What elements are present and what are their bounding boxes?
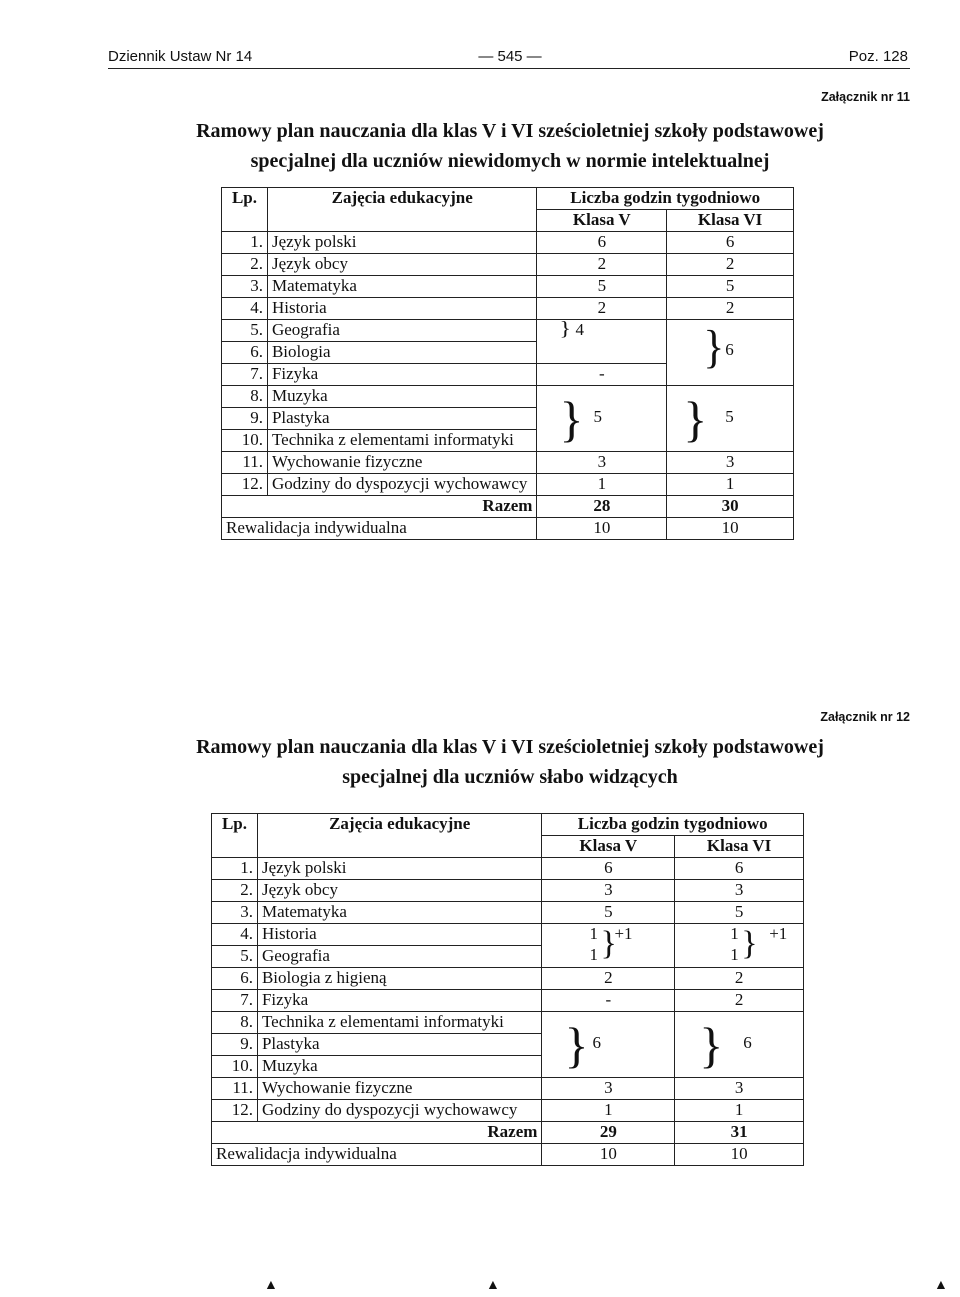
group-cell-k6 [667, 386, 794, 452]
row-lp: 5. [222, 320, 268, 342]
row-k5: 1 [589, 945, 598, 964]
row-k6: 1 [675, 1100, 804, 1122]
row-k6: 2 [675, 990, 804, 1012]
row-lp: 12. [212, 1100, 258, 1122]
group-value: 6 [592, 1033, 601, 1052]
row-subject: Geografia [257, 946, 541, 968]
row-subject: Historia [267, 298, 537, 320]
row-subject: Matematyka [257, 902, 541, 924]
group-value: 6 [743, 1033, 752, 1052]
group-value: 4 [575, 320, 584, 339]
group-value: 5 [593, 407, 602, 426]
table-row [212, 858, 804, 880]
scan-mark-icon: ▲ [934, 1278, 948, 1293]
revalidation-row [222, 518, 794, 540]
row-k6: 5 [667, 276, 794, 298]
row-k6: 6 [675, 858, 804, 880]
revalidation-k6: 10 [675, 1144, 804, 1166]
annex-12-label: Załącznik nr 12 [820, 710, 910, 724]
row-subject: Język obcy [257, 880, 541, 902]
row-k5: 3 [542, 880, 675, 902]
row-lp: 1. [222, 232, 268, 254]
brace-icon: } [699, 1017, 724, 1073]
row-k5: 3 [537, 452, 667, 474]
row-lp: 4. [212, 924, 258, 946]
row-subject: Biologia z higieną [257, 968, 541, 990]
row-k6: 1 [730, 924, 739, 943]
row-k5: 1 [537, 474, 667, 496]
header-lp: Lp. [212, 814, 258, 858]
annex-11-table [221, 187, 794, 540]
group-cell-k6 [667, 320, 794, 386]
annex-12-title-line2: specjalnej dla uczniów słabo widzących [342, 766, 678, 788]
table-row [222, 254, 794, 276]
table-header-row [222, 188, 794, 210]
journal-title: Dziennik Ustaw Nr 14 [108, 48, 253, 65]
row-k5: 2 [537, 298, 667, 320]
header-class-6: Klasa VI [675, 836, 804, 858]
row-lp: 10. [222, 430, 268, 452]
annex-11-title [100, 116, 920, 176]
annex-12-title-line1: Ramowy plan nauczania dla klas V i VI sześcioletniej szkoły podstawowej [196, 736, 824, 758]
header-class-6: Klasa VI [667, 210, 794, 232]
row-subject: Historia [257, 924, 541, 946]
row-subject: Język polski [257, 858, 541, 880]
table-row [212, 1100, 804, 1122]
group-value: 5 [725, 407, 734, 426]
group-cell-k6 [675, 1012, 804, 1078]
row-subject: Język polski [267, 232, 537, 254]
row-k5: 1 [542, 1100, 675, 1122]
row-lp: 5. [212, 946, 258, 968]
table-row [222, 386, 794, 408]
row-subject: Godziny do dyspozycji wychowawcy [267, 474, 537, 496]
header-class-5: Klasa V [537, 210, 667, 232]
brace-icon: } [559, 317, 571, 341]
row-lp: 6. [222, 342, 268, 364]
header-class-5: Klasa V [542, 836, 675, 858]
table-row [222, 298, 794, 320]
revalidation-k5: 10 [537, 518, 667, 540]
brace-icon: } [564, 1017, 589, 1073]
total-k5: 29 [542, 1122, 675, 1144]
row-lp: 7. [212, 990, 258, 1012]
page-number: — 545 — [478, 48, 542, 65]
brace-icon: } [600, 925, 617, 962]
table-row [222, 232, 794, 254]
total-k6: 30 [667, 496, 794, 518]
annex-11-title-line1: Ramowy plan nauczania dla klas V i VI sześcioletniej szkoły podstawowej [196, 120, 824, 142]
table-row [212, 924, 804, 946]
brace-icon: } [703, 321, 725, 374]
scan-mark-icon: ▲ [486, 1278, 500, 1293]
row-subject: Fizyka [267, 364, 537, 386]
row-subject: Technika z elementami informatyki [257, 1012, 541, 1034]
brace-icon: } [741, 925, 758, 962]
table-row [222, 474, 794, 496]
group-value: 6 [725, 340, 734, 359]
row-subject: Muzyka [267, 386, 537, 408]
table-row [212, 990, 804, 1012]
total-row [212, 1122, 804, 1144]
group-cell-k5 [537, 317, 667, 364]
row-k6: 2 [675, 968, 804, 990]
row-subject: Godziny do dyspozycji wychowawcy [257, 1100, 541, 1122]
header-hours: Liczba godzin tygodniowo [537, 188, 794, 210]
table-row [222, 276, 794, 298]
total-label: Razem [222, 496, 537, 518]
table-row [212, 880, 804, 902]
row-k6: 1 [667, 474, 794, 496]
row-subject: Fizyka [257, 990, 541, 1012]
header-rule [108, 68, 910, 69]
total-label: Razem [212, 1122, 542, 1144]
table-header-row [212, 814, 804, 836]
row-k5: 5 [537, 276, 667, 298]
table-row [212, 1012, 804, 1034]
row-k5: 2 [542, 968, 675, 990]
row-lp: 6. [212, 968, 258, 990]
row-lp: 1. [212, 858, 258, 880]
revalidation-label: Rewalidacja indywidualna [212, 1144, 542, 1166]
annex-12-title [100, 732, 920, 792]
row-subject: Język obcy [267, 254, 537, 276]
group-cell-k5 [537, 386, 667, 452]
annex-12-table [211, 813, 804, 1166]
table-row [212, 1078, 804, 1100]
row-subject: Muzyka [257, 1056, 541, 1078]
table-row [222, 320, 794, 342]
row-lp: 3. [222, 276, 268, 298]
revalidation-label: Rewalidacja indywidualna [222, 518, 537, 540]
group-cell-k5 [542, 924, 675, 968]
scan-mark-icon: ▲ [264, 1278, 278, 1293]
row-lp: 3. [212, 902, 258, 924]
header-subject: Zajęcia edukacyjne [257, 814, 541, 858]
row-lp: 11. [212, 1078, 258, 1100]
total-k5: 28 [537, 496, 667, 518]
table-row [212, 968, 804, 990]
row-lp: 2. [222, 254, 268, 276]
brace-icon: } [559, 391, 584, 447]
revalidation-k6: 10 [667, 518, 794, 540]
row-k6: 1 [730, 945, 739, 964]
row-lp: 10. [212, 1056, 258, 1078]
row-k6: 6 [667, 232, 794, 254]
row-subject: Matematyka [267, 276, 537, 298]
row-lp: 12. [222, 474, 268, 496]
row-k6: 3 [675, 880, 804, 902]
row-subject: Plastyka [267, 408, 537, 430]
row-lp: 8. [212, 1012, 258, 1034]
row-lp: 9. [212, 1034, 258, 1056]
row-lp: 2. [212, 880, 258, 902]
group-cell-k6 [675, 924, 804, 968]
annex-11-label: Załącznik nr 11 [821, 90, 910, 104]
group-value: +1 [769, 924, 788, 943]
row-lp: 4. [222, 298, 268, 320]
row-k5: 1 [589, 924, 598, 943]
annex-11-title-line2: specjalnej dla uczniów niewidomych w normie intelektualnej [250, 150, 770, 172]
row-k6: 5 [675, 902, 804, 924]
row-k6: 3 [667, 452, 794, 474]
row-k5: 2 [537, 254, 667, 276]
header-lp: Lp. [222, 188, 268, 232]
row-k5: 3 [542, 1078, 675, 1100]
table-row [212, 902, 804, 924]
row-k5: 5 [542, 902, 675, 924]
header-hours: Liczba godzin tygodniowo [542, 814, 804, 836]
row-subject: Technika z elementami informatyki [267, 430, 537, 452]
revalidation-row [212, 1144, 804, 1166]
revalidation-k5: 10 [542, 1144, 675, 1166]
row-k5: - [542, 990, 675, 1012]
row-k5: - [537, 364, 667, 386]
position-number: Poz. 128 [848, 48, 908, 65]
row-lp: 8. [222, 386, 268, 408]
row-k6: 3 [675, 1078, 804, 1100]
row-subject: Biologia [267, 342, 537, 364]
row-lp: 9. [222, 408, 268, 430]
row-subject: Geografia [267, 320, 537, 342]
brace-icon: } [683, 391, 708, 447]
row-k5: 6 [542, 858, 675, 880]
total-k6: 31 [675, 1122, 804, 1144]
row-k6: 2 [667, 298, 794, 320]
total-row [222, 496, 794, 518]
header-subject: Zajęcia edukacyjne [267, 188, 537, 232]
row-k5: 6 [537, 232, 667, 254]
row-subject: Wychowanie fizyczne [257, 1078, 541, 1100]
group-value: +1 [614, 924, 633, 943]
row-lp: 11. [222, 452, 268, 474]
row-k6: 2 [667, 254, 794, 276]
row-subject: Wychowanie fizyczne [267, 452, 537, 474]
row-lp: 7. [222, 364, 268, 386]
table-row [222, 452, 794, 474]
group-cell-k5 [542, 1012, 675, 1078]
row-subject: Plastyka [257, 1034, 541, 1056]
